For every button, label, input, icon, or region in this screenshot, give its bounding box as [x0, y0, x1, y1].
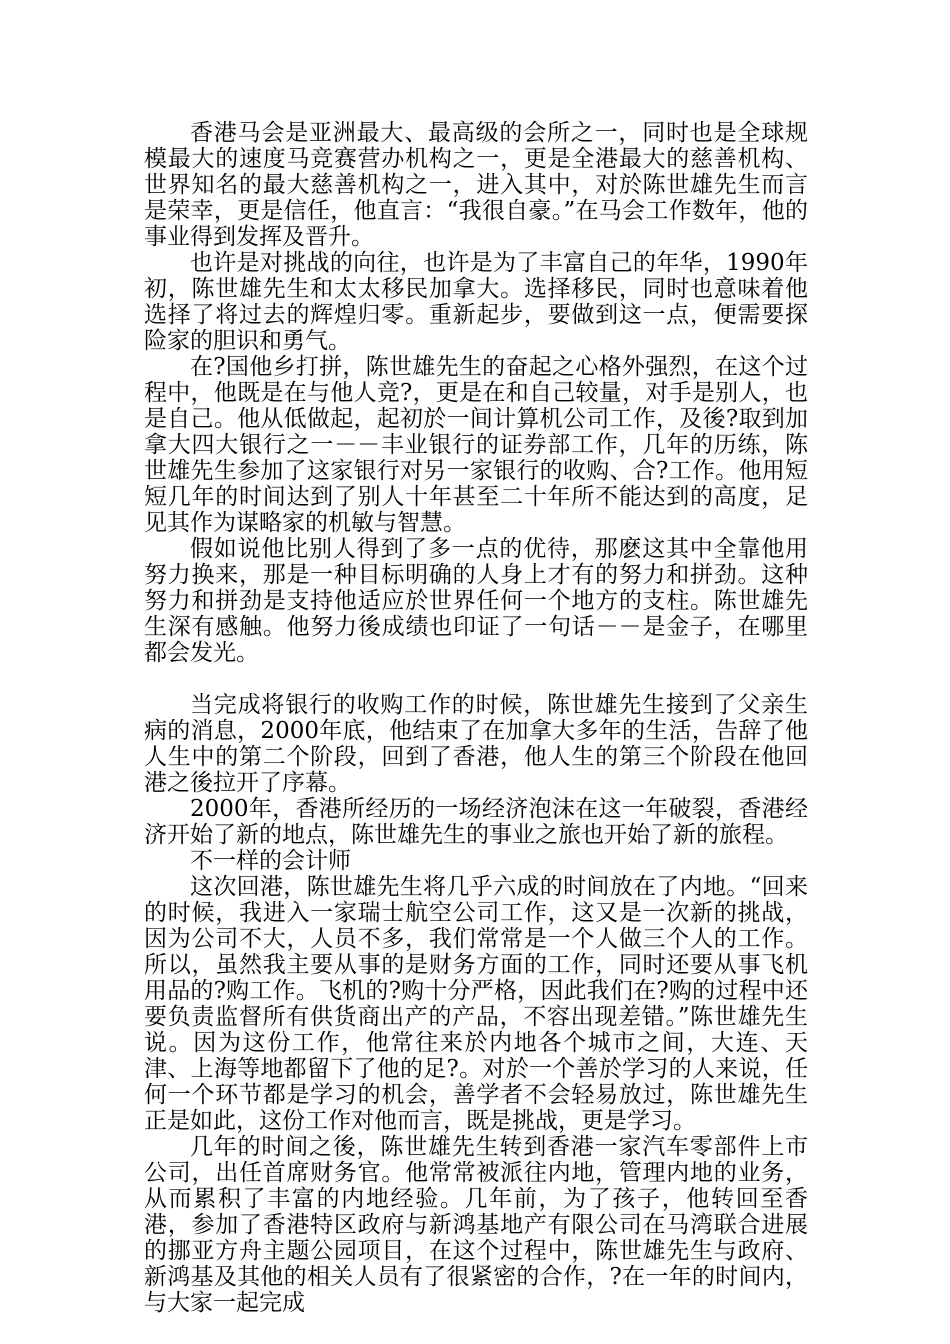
paragraph-jockey-club: 香港马会是亚洲最大、最高级的会所之一，同时也是全球规模最大的速度马竞赛营办机构之一，更是全港最大的慈善机构、世界知名的最大慈善机构之一，进入其中，对於陈世雄先生而言是荣幸，更是信任，他直言：“我很自豪。”在马会工作数年，他的事业得到发挥及晋升。 — [144, 120, 808, 250]
document-body — [144, 120, 808, 1316]
paragraph-emigration: 也许是对挑战的向往，也许是为了丰富自己的年华，1990年初，陈世雄先生和太太移民加拿大。选择移民，同时也意味着他选择了将过去的辉煌归零。重新起步，要做到这一点，便需要探险家的胆识和勇气。 — [144, 250, 808, 354]
paragraph-auto-parts: 几年的时间之後，陈世雄先生转到香港一家汽车零部件上市公司，出任首席财务官。他常常被派往内地，管理内地的业务，从而累积了丰富的内地经验。几年前，为了孩子，他转回至香港，参加了香港特区政府与新鸿基地产有限公司在马湾联合进展的挪亚方舟主题公园项目，在这个过程中，陈世雄先生与政府、新鸿基及其他的相关人员有了很紧密的合作，?在一年的时间内，与大家一起完成 — [144, 1134, 808, 1316]
paragraph-career-abroad: 在?国他乡打拼，陈世雄先生的奋起之心格外强烈，在这个过程中，他既是在与他人竞?，更是在和自己较量，对手是别人，也是自己。他从低做起，起初於一间计算机公司工作，及後?取到加拿大四大银行之一－－丰业银行的证券部工作，几年的历练，陈世雄先生参加了这家银行对另一家银行的收购、合?工作。他用短短几年的时间达到了别人十年甚至二十年所不能达到的高度，足见其作为谋略家的机敏与智慧。 — [144, 354, 808, 536]
paragraph-effort: 假如说他比别人得到了多一点的优待，那麽这其中全靠他用努力换来，那是一种目标明确的人身上才有的努力和拼劲。这种努力和拼劲是支持他适应於世界任何一个地方的支柱。陈世雄先生深有感触。他努力後成绩也印证了一句话－－是金子，在哪里都会发光。 — [144, 536, 808, 666]
section-heading: 不一样的会计师 — [190, 848, 351, 874]
paragraph-swiss-airline: 这次回港，陈世雄先生将几乎六成的时间放在了内地。“回来的时候，我进入一家瑞士航空公司工作，这又是一次新的挑战，因为公司不大，人员不多，我们常常是一个人做三个人的工作。所以，虽然我主要从事的是财务方面的工作，同时还要从事飞机用品的?购工作。飞机的?购十分严格，因此我们在?购的过程中还要负责监督所有供货商出产的产品，不容出现差错。”陈世雄先生说。因为这份工作，他常往来於内地各个城市之间，大连、天津、上海等地都留下了他的足?。对於一个善於学习的人来说，任何一个环节都是学习的机会，善学者不会轻易放过，陈世雄先生正是如此，这份工作对他而言，既是挑战，更是学习。 — [144, 874, 808, 1134]
paragraph-economy-2000: 2000年，香港所经历的一场经济泡沫在这一年破裂，香港经济开始了新的地点，陈世雄先生的事业之旅也开始了新的旅程。 — [144, 796, 808, 848]
paragraph-return-home: 当完成将银行的收购工作的时候，陈世雄先生接到了父亲生病的消息，2000年底，他结束了在加拿大多年的生活，告辞了他人生中的第二个阶段，回到了香港，他人生的第三个阶段在他回港之後拉开了序幕。 — [144, 692, 808, 796]
paragraph-spacer — [144, 666, 808, 692]
